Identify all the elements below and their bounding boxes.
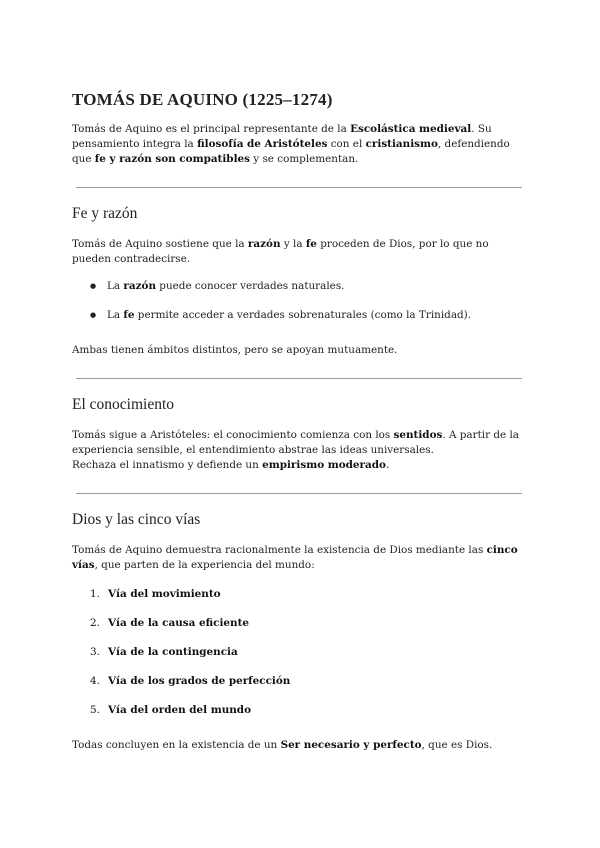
section-heading-conocimiento: El conocimiento bbox=[72, 396, 175, 413]
via-item bbox=[90, 587, 528, 602]
intro-text: , defendiendo que bbox=[72, 138, 510, 165]
via-label: Vía del orden del mundo bbox=[108, 704, 251, 716]
bullet-bold: razón bbox=[123, 280, 156, 292]
paragraph-text: . bbox=[385, 459, 390, 471]
paragraph-text: , que parten de la experiencia del mundo: bbox=[94, 559, 315, 571]
section-divider bbox=[76, 378, 522, 379]
fe-razon-bullet-list bbox=[72, 279, 528, 323]
via-number: 5. bbox=[90, 704, 100, 716]
cinco-vias-list bbox=[72, 587, 528, 718]
paragraph-bold: empirismo moderado bbox=[262, 459, 386, 471]
bullet-text: La bbox=[107, 309, 124, 321]
cinco-vias-paragraph bbox=[72, 543, 528, 573]
paragraph-text: Tomás de Aquino demuestra racionalmente la existencia de Dios mediante las bbox=[72, 544, 487, 556]
paragraph-text: proceden de Dios, por lo que no pueden contradecirse. bbox=[72, 238, 489, 265]
paragraph-bold: fe bbox=[305, 238, 317, 250]
intro-bold: filosofía de Aristóteles bbox=[197, 138, 328, 150]
via-item bbox=[90, 645, 528, 660]
section-heading-fe-razon: Fe y razón bbox=[72, 205, 138, 222]
intro-bold: cristianismo bbox=[365, 138, 438, 150]
cinco-vias-closing bbox=[72, 738, 528, 753]
conocimiento-paragraph bbox=[72, 428, 528, 473]
bullet-item bbox=[90, 279, 528, 294]
intro-paragraph bbox=[72, 122, 528, 167]
via-label: Vía de los grados de perfección bbox=[108, 675, 291, 687]
page-title: TOMÁS DE AQUINO (1225–1274) bbox=[72, 90, 333, 109]
intro-text: y se complementan. bbox=[249, 153, 359, 165]
via-label: Vía de la contingencia bbox=[108, 646, 238, 658]
section-divider bbox=[76, 187, 522, 188]
via-label: Vía del movimiento bbox=[108, 588, 221, 600]
intro-text: . Su pensamiento integra la bbox=[72, 123, 492, 150]
section-divider bbox=[76, 493, 522, 494]
via-number: 3. bbox=[90, 646, 100, 658]
fe-razon-closing: Ambas tienen ámbitos distintos, pero se apoyan mutuamente. bbox=[72, 344, 398, 356]
paragraph-text: , que es Dios. bbox=[421, 739, 493, 751]
paragraph-text: Rechaza el innatismo y defiende un bbox=[72, 459, 263, 471]
intro-text: Tomás de Aquino es el principal representante de la bbox=[72, 123, 351, 135]
via-item bbox=[90, 703, 528, 718]
paragraph-bold: cinco vías bbox=[72, 544, 518, 571]
paragraph-text: Tomás sigue a Aristóteles: el conocimiento comienza con los bbox=[72, 429, 394, 441]
paragraph-bold: Ser necesario y perfecto bbox=[280, 739, 422, 751]
via-label: Vía de la causa eficiente bbox=[108, 617, 249, 629]
intro-bold: fe y razón son compatibles bbox=[94, 153, 250, 165]
via-number: 1. bbox=[90, 588, 100, 600]
bullet-text: permite acceder a verdades sobrenaturales (como la Trinidad). bbox=[134, 309, 472, 321]
section-heading-cinco-vias: Dios y las cinco vías bbox=[72, 511, 201, 528]
bullet-text: puede conocer verdades naturales. bbox=[156, 280, 345, 292]
via-item bbox=[90, 616, 528, 631]
bullet-bold: fe bbox=[123, 309, 135, 321]
paragraph-text: Todas concluyen en la existencia de un bbox=[72, 739, 281, 751]
bullet-item bbox=[90, 308, 528, 323]
via-number: 2. bbox=[90, 617, 100, 629]
intro-bold: Escolástica medieval bbox=[350, 123, 472, 135]
via-item bbox=[90, 674, 528, 689]
via-number: 4. bbox=[90, 675, 100, 687]
paragraph-text: . A partir de la experiencia sensible, el entendimiento abstrae las ideas universales. bbox=[72, 429, 519, 456]
paragraph-text: Tomás de Aquino sostiene que la bbox=[72, 238, 248, 250]
bullet-text: La bbox=[107, 280, 124, 292]
intro-text: con el bbox=[327, 138, 366, 150]
fe-razon-paragraph bbox=[72, 237, 528, 267]
paragraph-bold: razón bbox=[247, 238, 281, 250]
paragraph-bold: sentidos bbox=[393, 429, 443, 441]
paragraph-text: y la bbox=[280, 238, 306, 250]
